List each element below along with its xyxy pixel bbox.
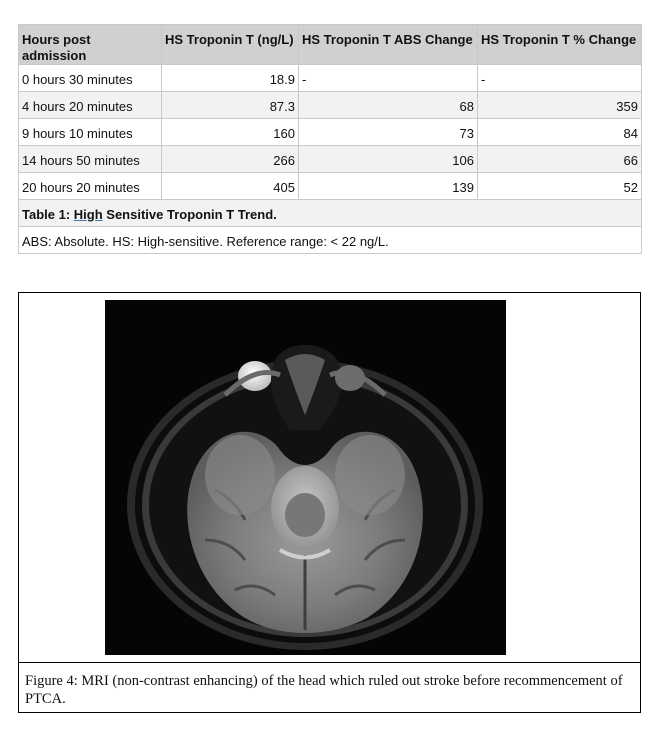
table-note-row <box>19 227 642 254</box>
header-hours: Hours post admission <box>19 25 162 65</box>
cell-value: 405 <box>162 173 299 200</box>
table-caption-row <box>19 200 642 227</box>
cell-abs-change: 106 <box>299 146 478 173</box>
cell-pct-change: - <box>478 65 642 92</box>
cell-value: 266 <box>162 146 299 173</box>
table-caption-suffix: Sensitive Troponin T Trend. <box>102 206 277 222</box>
cell-time: 9 hours 10 minutes <box>19 119 162 146</box>
table-row <box>19 65 642 92</box>
table-row <box>19 146 642 173</box>
troponin-table <box>18 24 642 254</box>
table-caption-prefix: Table 1: <box>22 206 74 222</box>
cell-pct-change: 52 <box>478 173 642 200</box>
cell-value: 160 <box>162 119 299 146</box>
figure-4 <box>18 292 641 713</box>
table-row <box>19 173 642 200</box>
figure-caption-box <box>19 662 640 712</box>
cell-abs-change: 68 <box>299 92 478 119</box>
cell-pct-change: 359 <box>478 92 642 119</box>
cell-value: 87.3 <box>162 92 299 119</box>
header-troponin-value: HS Troponin T (ng/L) <box>162 25 299 65</box>
table-caption-underlined: High <box>73 206 103 222</box>
cell-time: 0 hours 30 minutes <box>19 65 162 92</box>
mri-illustration <box>105 300 506 655</box>
cell-time: 14 hours 50 minutes <box>19 146 162 173</box>
cell-abs-change: - <box>299 65 478 92</box>
cell-pct-change: 66 <box>478 146 642 173</box>
header-pct-change: HS Troponin T % Change <box>478 25 642 65</box>
cell-pct-change: 84 <box>478 119 642 146</box>
table-caption <box>19 200 642 227</box>
mri-head-image <box>105 300 506 655</box>
table-row <box>19 92 642 119</box>
cell-value: 18.9 <box>162 65 299 92</box>
cell-time: 4 hours 20 minutes <box>19 92 162 119</box>
table-row <box>19 119 642 146</box>
figure-caption: Figure 4: MRI (non-contrast enhancing) of the head which ruled out stroke before recommencement of PTCA. <box>25 673 623 707</box>
header-abs-change: HS Troponin T ABS Change <box>299 25 478 65</box>
table-note: ABS: Absolute. HS: High-sensitive. Reference range: < 22 ng/L. <box>19 227 642 254</box>
cell-time: 20 hours 20 minutes <box>19 173 162 200</box>
cell-abs-change: 73 <box>299 119 478 146</box>
cell-abs-change: 139 <box>299 173 478 200</box>
table-header-row <box>19 25 642 65</box>
